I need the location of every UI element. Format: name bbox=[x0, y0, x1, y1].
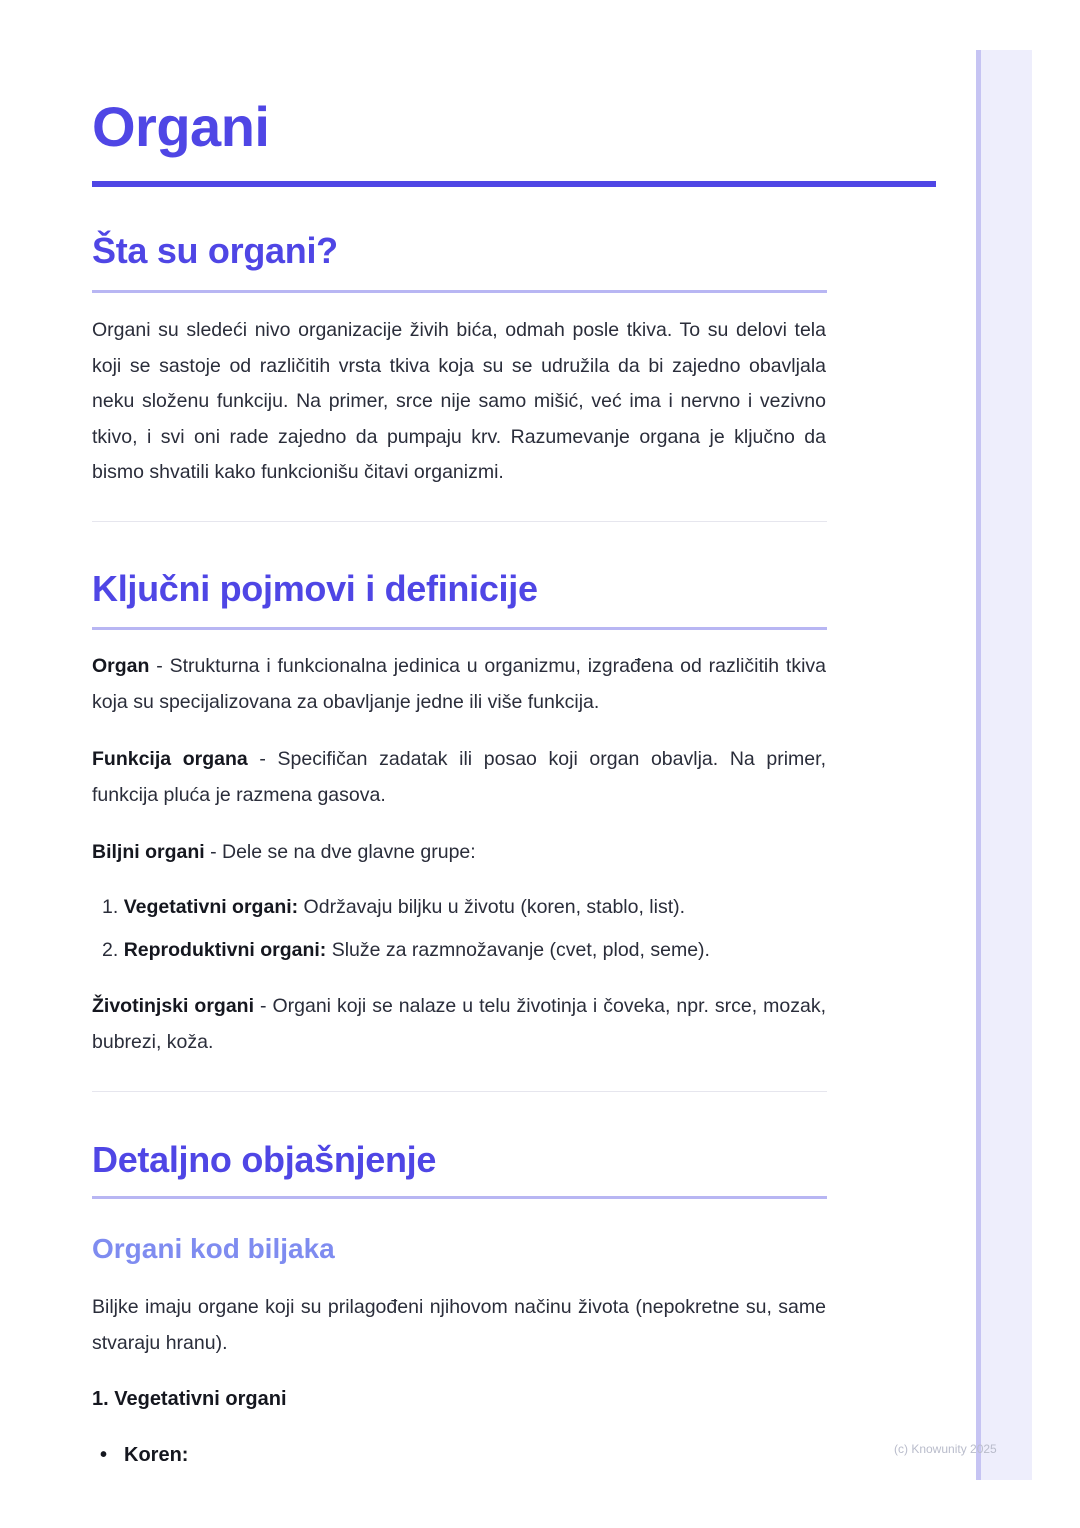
intro-paragraph: Organi su sledeći nivo organizacije živih bića, odmah posle tkiva. To su delovi tela koji se sastoje od različitih vrsta tkiva koja su se udružila da bi zajedno obavljala neku složenu funkciju. Na primer, srce nije samo mišić, već ima i nervno i vezivno tkivo, i svi oni rade zajedno da pumpaju krv. Razumevanje organa je ključno da bismo shvatili kako funkcionišu čitavi organizmi. bbox=[92, 319, 826, 483]
definition-text: - Specifičan zadatak ili posao koji organ obavlja. Na primer, funkcija pluća je razmena gasova. bbox=[92, 748, 826, 806]
plant-organ-groups-list bbox=[102, 890, 822, 976]
subheading-organi-kod-biljaka: Organi kod biljaka bbox=[92, 1233, 335, 1264]
document-title: Organi bbox=[92, 95, 270, 158]
list-number: 2. bbox=[102, 939, 124, 961]
bullet-item-koren bbox=[100, 1444, 188, 1467]
plants-paragraph: Biljke imaju organe koji su prilagođeni njihovom načinu života (nepokretne su, same stvaraju hranu). bbox=[92, 1296, 826, 1354]
side-accent-line bbox=[976, 50, 981, 1480]
definition-organ bbox=[92, 649, 826, 720]
list-item bbox=[102, 933, 822, 976]
definition-funkcija-organa bbox=[92, 742, 826, 813]
subsection-title-vegetativni-organi: 1. Vegetativni organi bbox=[92, 1388, 287, 1410]
bullet-label: Koren: bbox=[124, 1444, 189, 1466]
list-text: Služe za razmnožavanje (cvet, plod, seme). bbox=[326, 939, 710, 961]
definition-zivotinjski-organi bbox=[92, 989, 826, 1060]
list-term: Vegetativni organi: bbox=[123, 896, 299, 918]
title-underline bbox=[92, 181, 936, 187]
section-heading-underline bbox=[92, 290, 827, 293]
definition-text: - Dele se na dve glavne grupe: bbox=[204, 841, 476, 863]
section-heading-sta-su-organi: Šta su organi? bbox=[92, 230, 338, 271]
list-term: Reproduktivni organi: bbox=[123, 939, 327, 961]
list-item bbox=[102, 890, 822, 933]
definition-biljni-organi bbox=[92, 835, 826, 871]
definition-text: - Strukturna i funkcionalna jedinica u organizmu, izgrađena od različitih tkiva koja su specijalizovana za obavljanje jedne ili više funkcija. bbox=[92, 655, 826, 713]
section-heading-underline bbox=[92, 627, 827, 630]
definition-term: Funkcija organa bbox=[92, 748, 248, 770]
bullet-dot-icon: • bbox=[100, 1444, 108, 1466]
section-heading-kljucni-pojmovi: Ključni pojmovi i definicije bbox=[92, 568, 538, 609]
list-text: Održavaju biljku u životu (koren, stablo, list). bbox=[298, 896, 686, 918]
definition-term: Biljni organi bbox=[92, 841, 205, 863]
section-heading-detaljno-objasnjenje: Detaljno objašnjenje bbox=[92, 1139, 437, 1180]
section-heading-underline bbox=[92, 1196, 827, 1199]
definition-term: Životinjski organi bbox=[92, 995, 255, 1017]
side-panel bbox=[976, 50, 1032, 1480]
section-divider bbox=[92, 521, 827, 522]
definition-text: - Organi koji se nalaze u telu životinja i čoveka, npr. srce, mozak, bubrezi, koža. bbox=[92, 995, 827, 1053]
list-number: 1. bbox=[102, 896, 124, 918]
definition-term: Organ bbox=[92, 655, 150, 677]
section-divider bbox=[92, 1091, 827, 1092]
copyright-footer: (c) Knowunity 2025 bbox=[894, 1442, 997, 1456]
